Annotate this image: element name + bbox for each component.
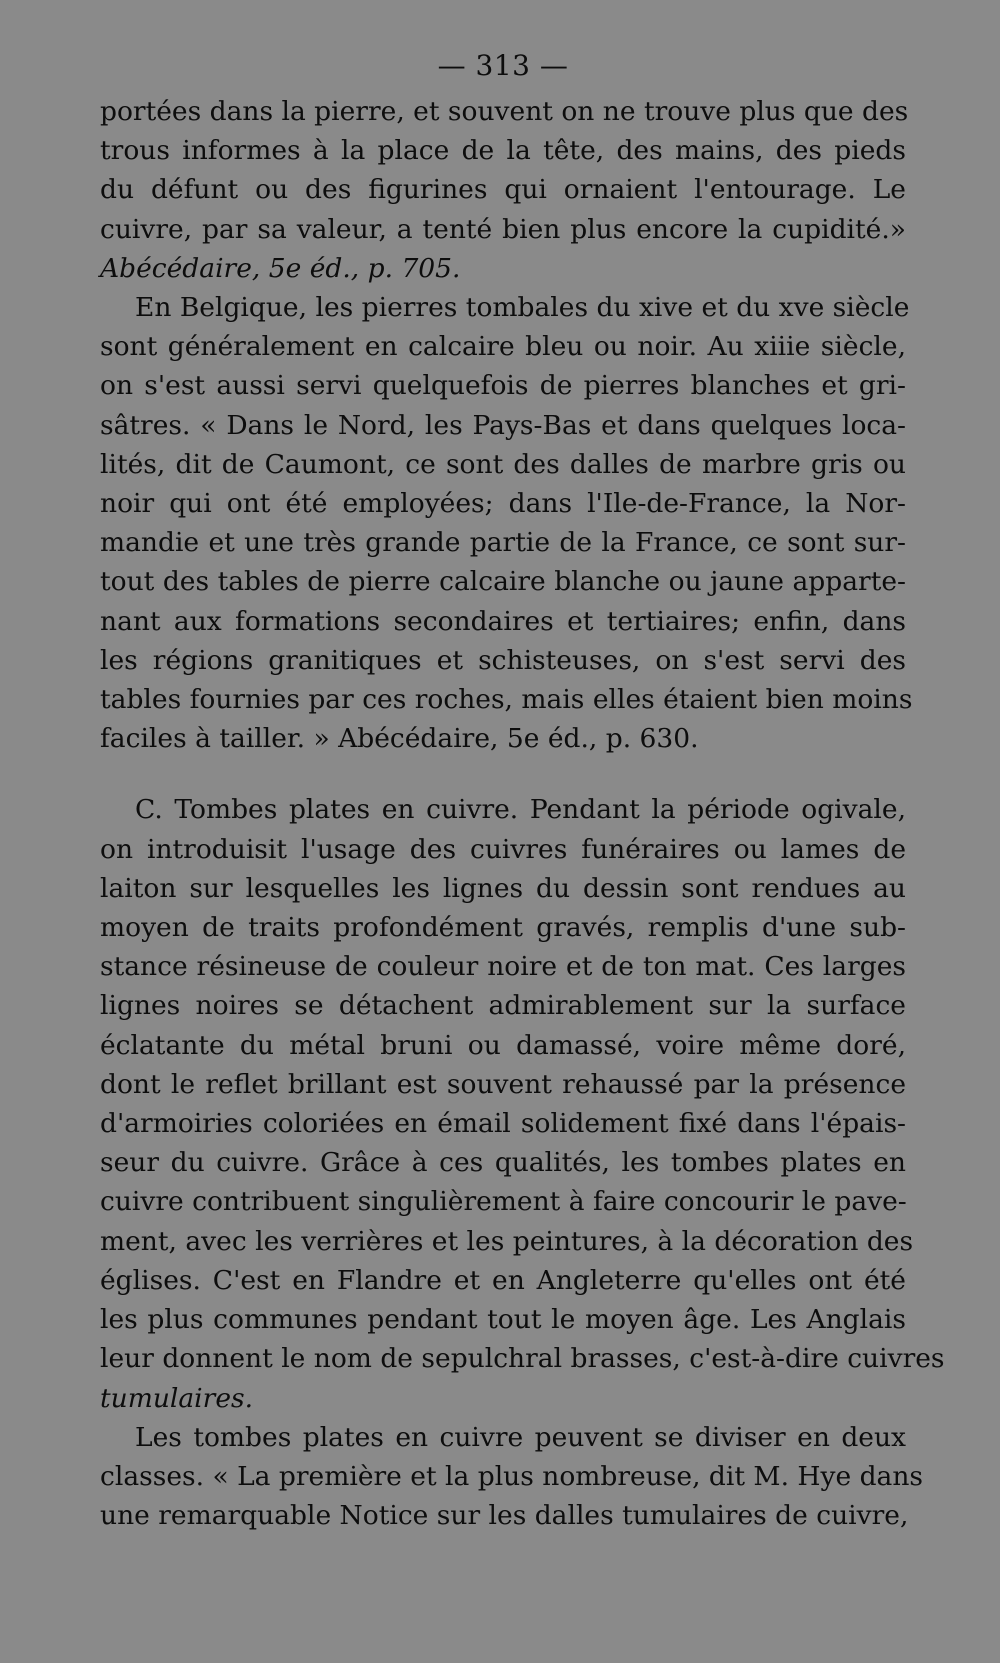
text-line: lignes noires se détachent admirablement sur la surface xyxy=(100,990,906,1022)
text-line: Abécédaire, 5e éd., p. 705. xyxy=(100,252,461,284)
text-line: faciles à tailler. » Abécédaire, 5e éd., p. 630. xyxy=(100,723,699,755)
text-line: dont le reflet brillant est souvent rehaussé par la présence xyxy=(100,1068,906,1100)
text-line: Les tombes plates en cuivre peuvent se diviser en deux xyxy=(135,1421,906,1453)
text-line: classes. « La première et la plus nombreuse, dit M. Hye dans xyxy=(100,1460,924,1492)
text-line: éclatante du métal bruni ou damassé, voire même doré, xyxy=(100,1029,906,1061)
text-line: les plus communes pendant tout le moyen âge. Les Anglais xyxy=(100,1304,906,1336)
text-line: stance résineuse de couleur noire et de ton mat. Ces larges xyxy=(100,951,906,983)
text-line: cuivre contribuent singulièrement à faire concourir le pave- xyxy=(100,1186,907,1218)
text-line: on s'est aussi servi quelquefois de pierres blanches et gri- xyxy=(100,370,906,402)
text-line: moyen de traits profondément gravés, remplis d'une sub- xyxy=(100,912,906,944)
text-line: cuivre, par sa valeur, a tenté bien plus encore la cupidité.» xyxy=(100,213,906,245)
text-line: portées dans la pierre, et souvent on ne trouve plus que des xyxy=(100,96,909,127)
text-line: d'armoiries coloriées en émail solidement fixé dans l'épais- xyxy=(100,1108,906,1140)
text-line: leur donnent le nom de sepulchral brasses, c'est-à-dire cuivres xyxy=(100,1343,945,1375)
text-line: on introduisit l'usage des cuivres funéraires ou lames de xyxy=(100,833,906,865)
text-line: une remarquable Notice sur les dalles tumulaires de cuivre, xyxy=(100,1500,909,1532)
paragraph-1 xyxy=(100,92,909,288)
text-line: mandie et une très grande partie de la France, ce sont sur- xyxy=(100,527,906,559)
paragraph-4 xyxy=(100,1418,924,1536)
text-line: les régions granitiques et schisteuses, on s'est servi des xyxy=(100,644,906,676)
document-page xyxy=(100,40,945,1535)
text-line: sont généralement en calcaire bleu ou noir. Au xiiie siècle, xyxy=(100,331,906,363)
text-line: C. Tombes plates en cuivre. Pendant la période ogivale, xyxy=(135,794,906,826)
text-line: tables fournies par ces roches, mais elles étaient bien moins xyxy=(100,684,913,716)
text-line: trous informes à la place de la tête, des mains, des pieds xyxy=(100,135,906,167)
text-line: noir qui ont été employées; dans l'Ile-de-France, la Nor- xyxy=(100,488,906,520)
paragraph-2 xyxy=(100,288,913,758)
text-line: sâtres. « Dans le Nord, les Pays-Bas et dans quelques loca- xyxy=(100,409,906,441)
text-line: églises. C'est en Flandre et en Angleterre qu'elles ont été xyxy=(100,1264,906,1296)
text-line: nant aux formations secondaires et tertiaires; enfin, dans xyxy=(100,605,906,637)
text-line: laiton sur lesquelles les lignes du dessin sont rendues au xyxy=(100,872,906,904)
page-number: — 313 — xyxy=(437,49,569,82)
section-gap xyxy=(100,758,906,790)
text-line: tout des tables de pierre calcaire blanche ou jaune apparte- xyxy=(100,566,906,598)
text-line: ment, avec les verrières et les peintures, à la décoration des xyxy=(100,1225,914,1257)
text-line: tumulaires. xyxy=(100,1382,254,1414)
text-line: lités, dit de Caumont, ce sont des dalles de marbre gris ou xyxy=(100,448,906,480)
text-line: En Belgique, les pierres tombales du xive et du xve siècle xyxy=(135,292,910,324)
text-line: seur du cuivre. Grâce à ces qualités, les tombes plates en xyxy=(100,1147,906,1179)
text-line: du défunt ou des figurines qui ornaient l'entourage. Le xyxy=(100,174,906,206)
paragraph-3 xyxy=(100,790,945,1417)
